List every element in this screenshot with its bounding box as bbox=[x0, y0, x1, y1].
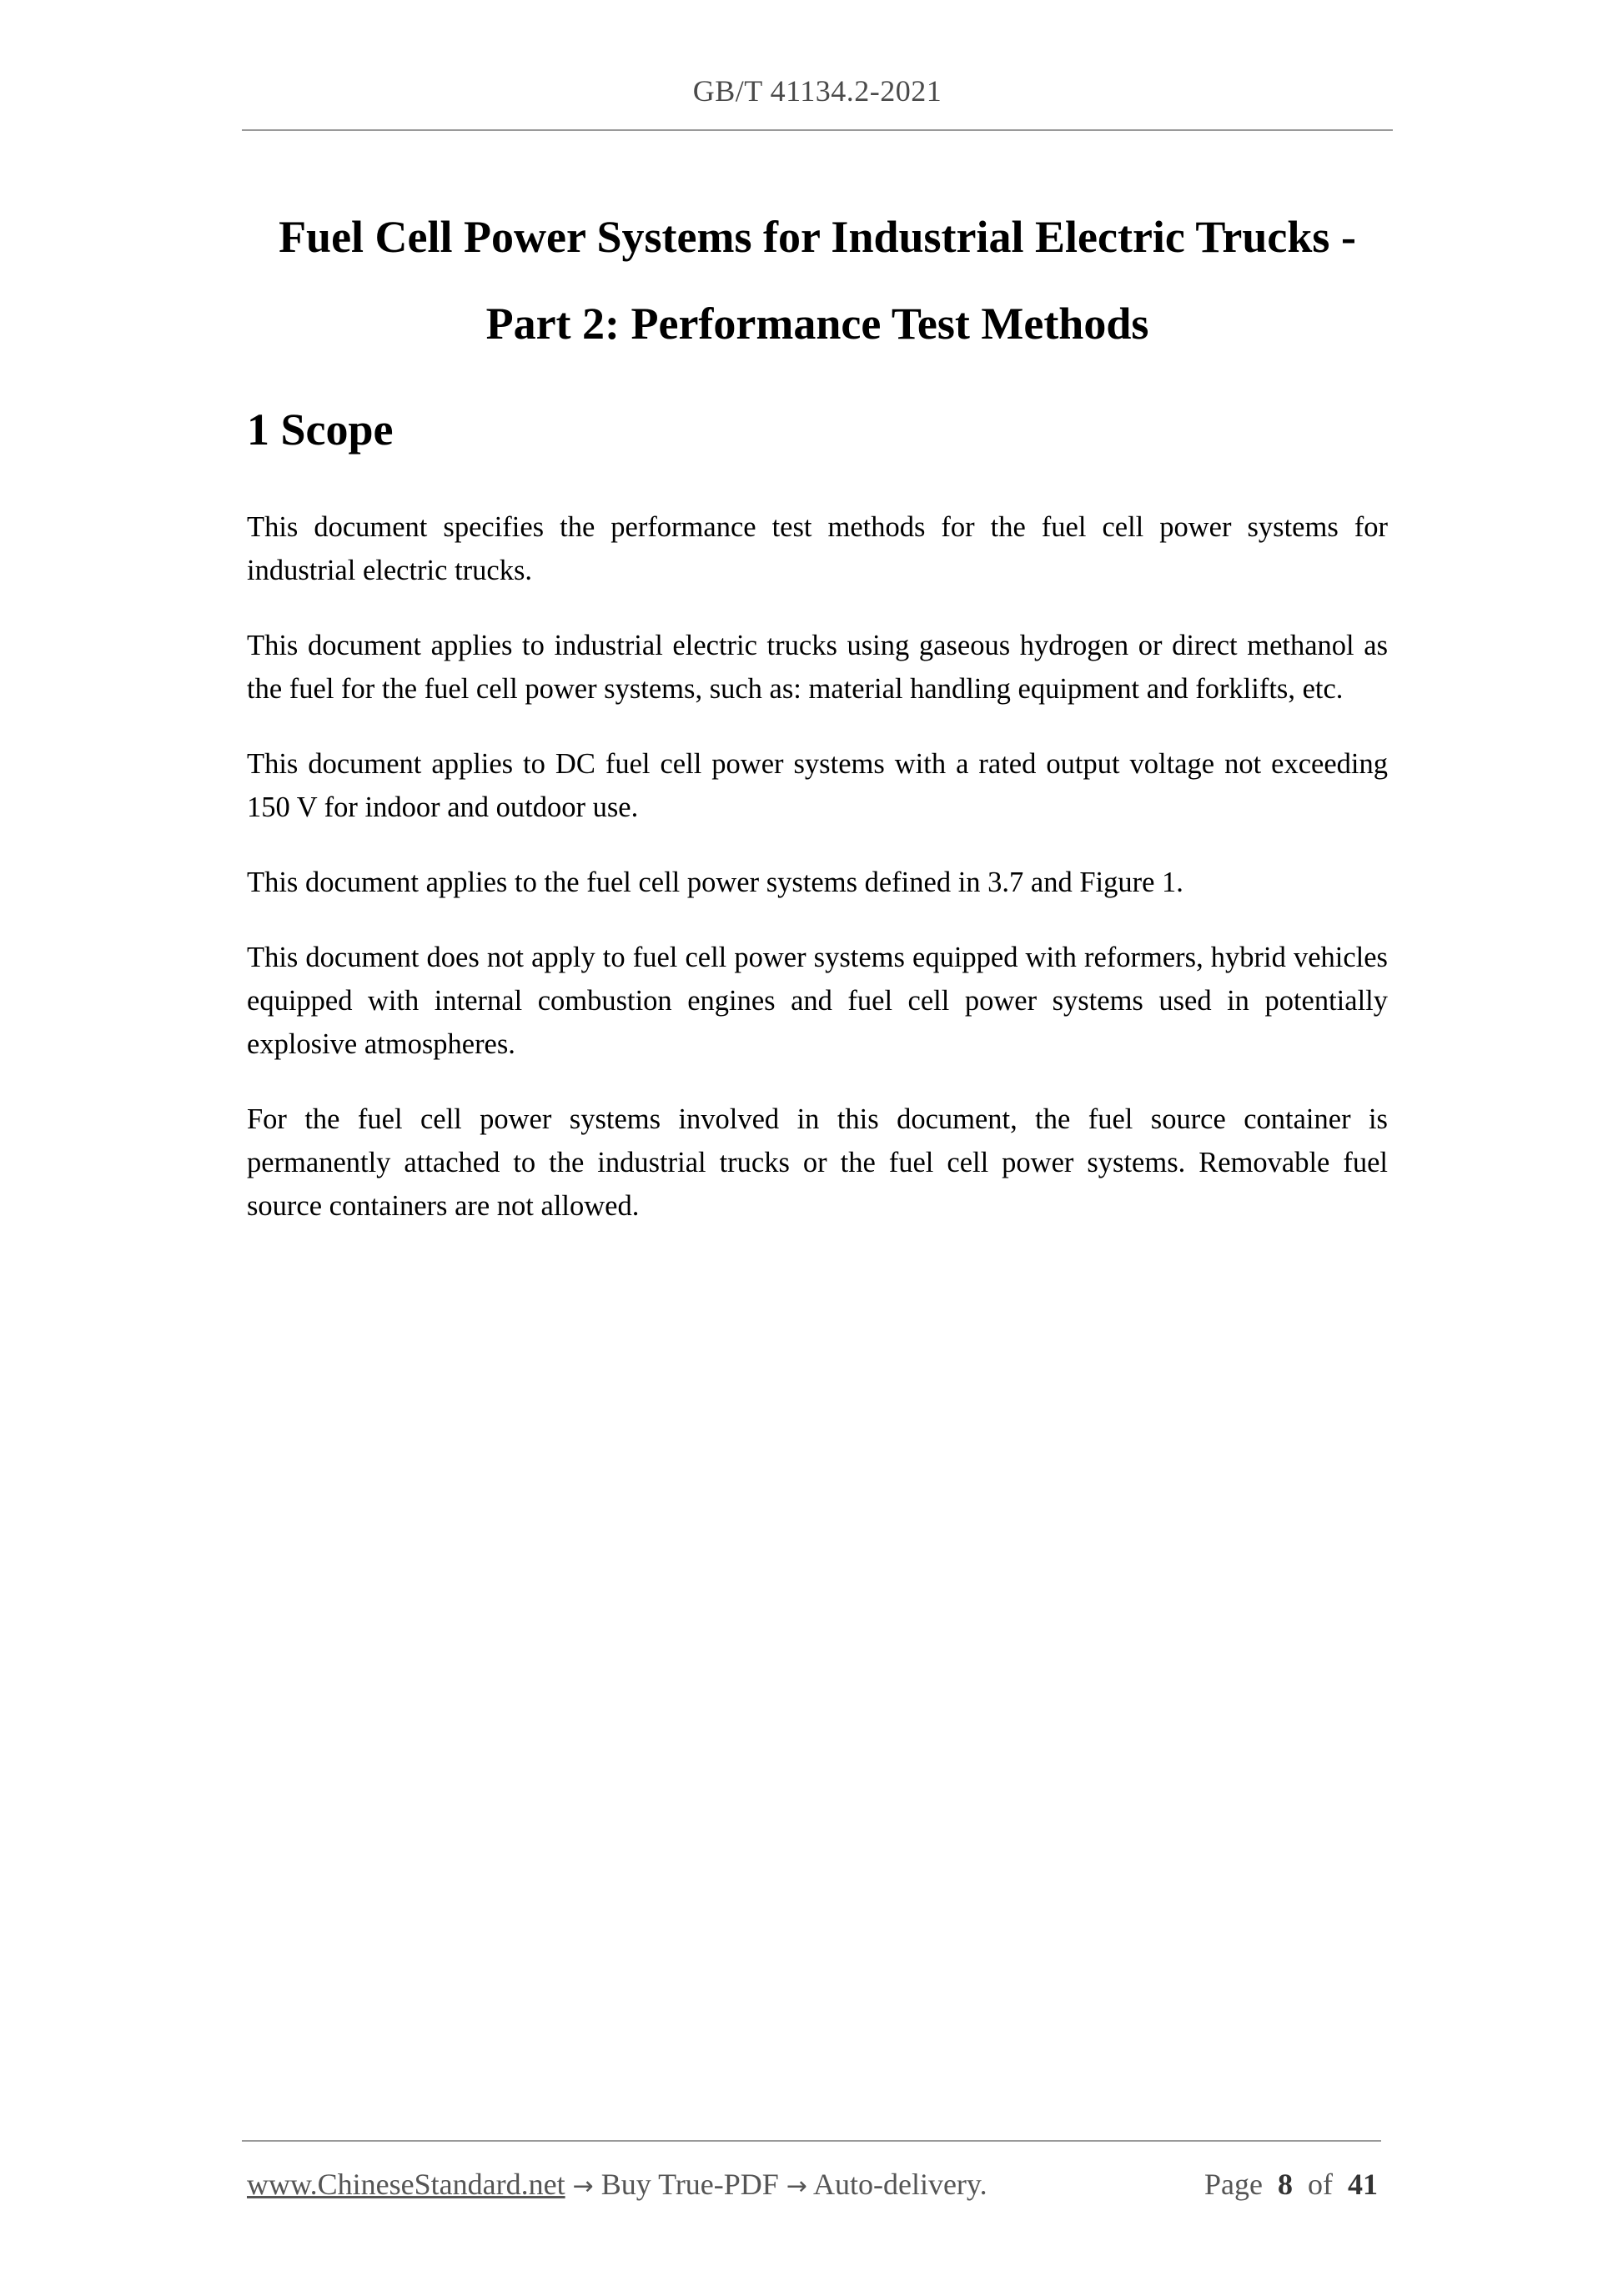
arrow-right-icon: → bbox=[572, 2172, 594, 2201]
page-total: 41 bbox=[1348, 2168, 1378, 2201]
scope-paragraph: This document applies to industrial electric trucks using gaseous hydrogen or direct methanol as the fuel for the fuel cell power systems, such as: material handling equipment and forklifts, etc. bbox=[247, 630, 1388, 705]
scope-paragraph: This document does not apply to fuel cell power systems equipped with reformers, hybrid vehicles equipped with internal combustion engines and fuel cell power systems used in potentially explosive atmospheres. bbox=[247, 942, 1388, 1060]
of-label: of bbox=[1308, 2168, 1333, 2201]
document-title bbox=[242, 193, 1393, 367]
scope-paragraph: This document applies to DC fuel cell power systems with a rated output voltage not exceeding 150 V for indoor and outdoor use. bbox=[247, 748, 1388, 823]
arrow-right-icon: → bbox=[786, 2172, 807, 2201]
scope-body bbox=[247, 505, 1388, 1259]
page-number bbox=[1204, 2165, 1378, 2203]
footer-step-delivery: Auto-delivery. bbox=[812, 2168, 987, 2201]
scope-paragraph: For the fuel cell power systems involved in this document, the fuel source container is permanently attached to the industrial trucks or the fuel cell power systems. Removable fuel source containers are not allowed. bbox=[247, 1103, 1388, 1222]
scope-paragraph: This document applies to the fuel cell power systems defined in 3.7 and Figure 1. bbox=[247, 867, 1183, 898]
page-current: 8 bbox=[1278, 2168, 1293, 2201]
footer-step-buy: Buy True-PDF bbox=[600, 2168, 779, 2201]
scope-paragraph: This document specifies the performance test methods for the fuel cell power systems for industrial electric trucks. bbox=[247, 511, 1388, 586]
page-label: Page bbox=[1204, 2168, 1263, 2201]
document-title-line-2: Part 2: Performance Test Methods bbox=[485, 299, 1149, 349]
document-title-line-1: Fuel Cell Power Systems for Industrial Electric Trucks - bbox=[279, 212, 1356, 262]
footer-promo bbox=[247, 2165, 987, 2206]
footer-divider bbox=[242, 2140, 1381, 2142]
header-divider bbox=[242, 129, 1393, 131]
section-heading-scope: 1 Scope bbox=[247, 404, 394, 455]
standard-code-header: GB/T 41134.2-2021 bbox=[692, 74, 942, 108]
chinese-standard-link[interactable]: www.ChineseStandard.net bbox=[247, 2168, 565, 2201]
